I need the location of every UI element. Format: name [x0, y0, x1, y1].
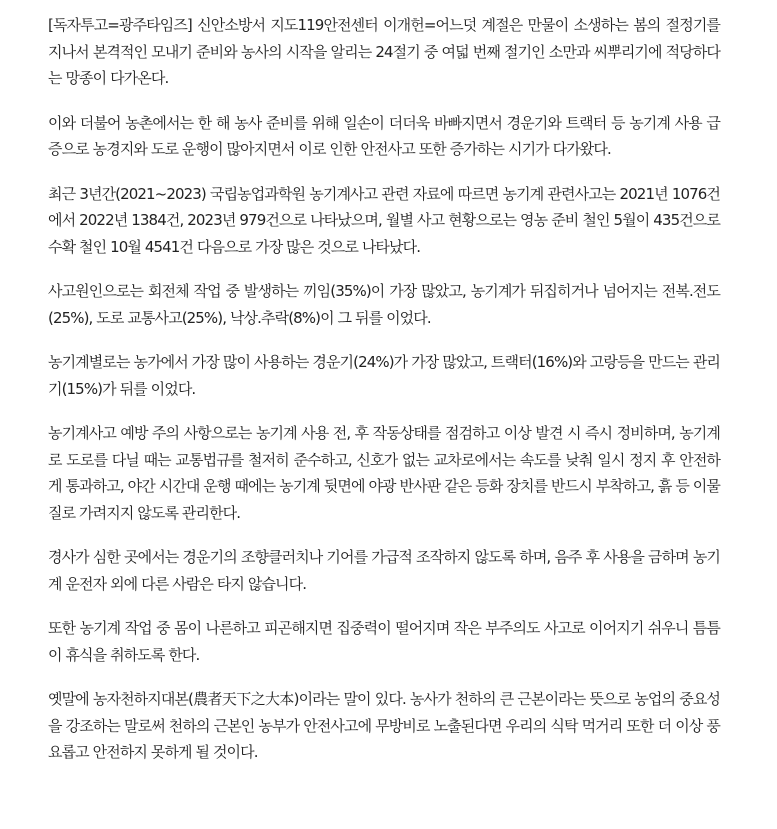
paragraph-conclusion: 옛말에 농자천하지대본(農者天下之大本)이라는 말이 있다. 농사가 천하의 큰 근본이라는 뜻으로 농업의 중요성을 강조하는 말로써 천하의 근본인 농부가 안전사고에 무방비로 노출된다면 우리의 식탁 먹거리 또한 더 이상 풍요롭고 안전하지 못하게 될 것이다. — [48, 690, 720, 761]
paragraph-causes: 사고원인으로는 회전체 작업 중 발생하는 끼임(35%)이 가장 많았고, 농기계가 뒤집히거나 넘어지는 전복.전도(25%), 도로 교통사고(25%), 낙상.추락(8%)이 그 뒤를 이었다. — [48, 282, 720, 327]
paragraph-statistics: 최근 3년간(2021~2023) 국립농업과학원 농기계사고 관련 자료에 따르면 농기계 관련사고는 2021년 1076건에서 2022년 1384건, 2023년 979건으로 나타났으며, 월별 사고 현황으로는 영농 준비 철인 5월이 435건으로 수확 철인 10월 4541건 다음으로 가장 많은 것으로 나타났다. — [48, 184, 720, 256]
article-body — [48, 12, 720, 784]
paragraph-prevention: 농기계사고 예방 주의 사항으로는 농기계 사용 전, 후 작동상태를 점검하고 이상 발견 시 즉시 정비하며, 농기계로 도로를 다닐 때는 교통법규를 철저히 준수하고, 신호가 없는 교차로에서는 속도를 낮춰 일시 정지 후 안전하게 통과하고, 야간 시간대 운행 때에는 농기계 뒷면에 야광 반사판 같은 등화 장치를 반드시 부착하고, 흙 등 이물질로 가려지지 않도록 관리한다. — [48, 424, 720, 522]
paragraph-intro: [독자투고=광주타임즈] 신안소방서 지도119안전센터 이개헌=어느덧 계절은 만물이 소생하는 봄의 절정기를 지나서 본격적인 모내기 준비와 농사의 시작을 알리는 24절기 중 여덟 번째 절기인 소만과 씨뿌리기에 적당하다는 망종이 다가온다. — [48, 16, 720, 87]
paragraph-season: 이와 더불어 농촌에서는 한 해 농사 준비를 위해 일손이 더더욱 바빠지면서 경운기와 트랙터 등 농기계 사용 급증으로 농경지와 도로 운행이 많아지면서 이로 인한 안전사고 또한 증가하는 시기가 다가왔다. — [48, 113, 720, 158]
paragraph-machine-types: 농기계별로는 농가에서 가장 많이 사용하는 경운기(24%)가 가장 많았고, 트랙터(16%)와 고랑등을 만드는 관리기(15%)가 뒤를 이었다. — [48, 353, 720, 398]
paragraph-slope-caution: 경사가 심한 곳에서는 경운기의 조향클러치나 기어를 가급적 조작하지 않도록 하며, 음주 후 사용을 금하며 농기계 운전자 외에 다른 사람은 타지 않습니다. — [48, 548, 720, 593]
paragraph-rest: 또한 농기계 작업 중 몸이 나른하고 피곤해지면 집중력이 떨어지며 작은 부주의도 사고로 이어지기 쉬우니 틈틈이 휴식을 취하도록 한다. — [48, 619, 720, 664]
